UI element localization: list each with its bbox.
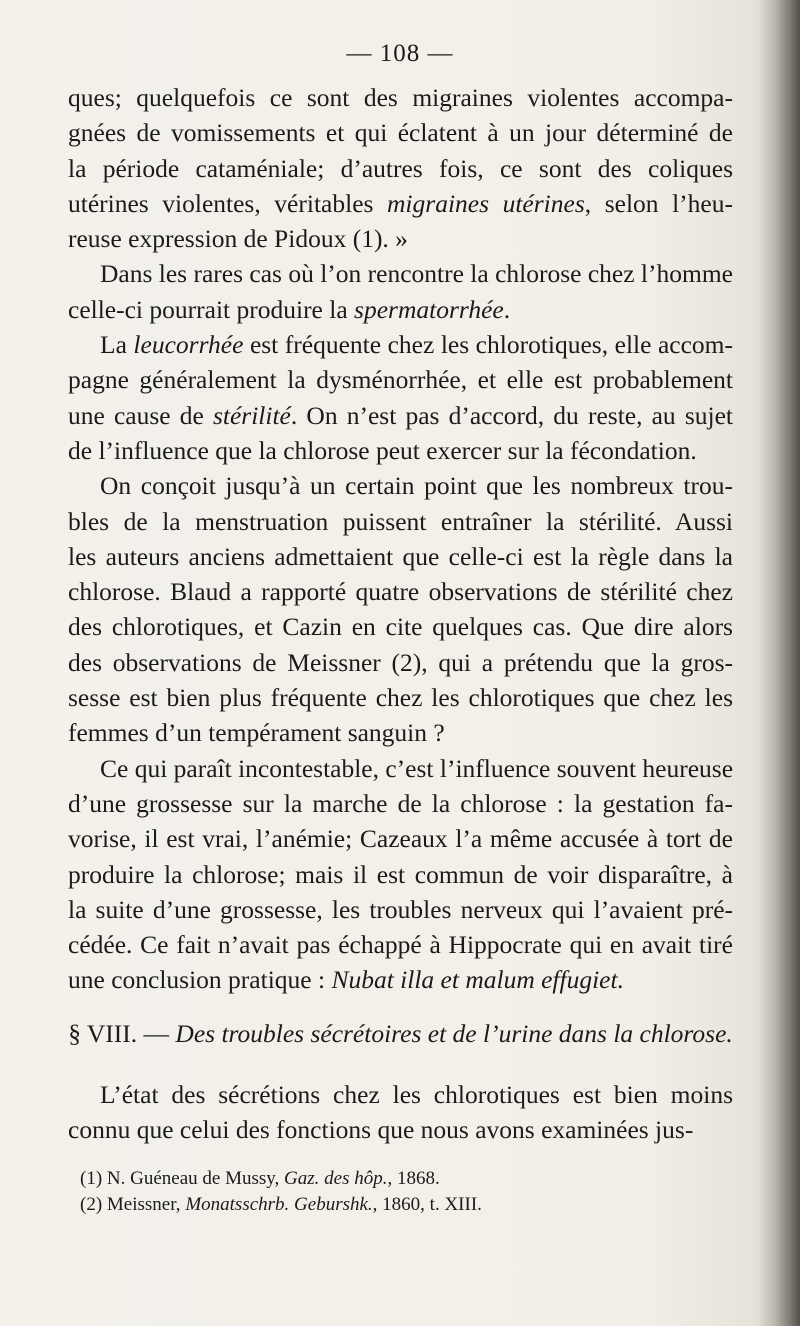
text-run: L’état des sécrétions chez les chlorotiques est bien moins [100,1080,733,1109]
text-run: des chlorotiques, et Cazin en cite quelques cas. Que dire alors [68,612,733,642]
text-line [68,398,733,433]
text-run: , 1868. [387,1168,440,1189]
text-run: On conçoit jusqu’à un certain point que les nombreux trou- [100,471,733,501]
text-run: § VIII. — [68,1019,176,1048]
text-run: gnées de vomissements et qui éclatent à un jour déterminé de [68,118,733,148]
text-line [68,680,733,715]
text-line [68,292,733,327]
text-line [68,821,733,856]
text-line [68,362,733,397]
text-run: sesse est bien plus fréquente chez les chlorotiques que chez les [68,683,733,713]
paragraph [68,1077,733,1148]
text-line [68,715,733,750]
italic-text: spermatorrhée [354,294,504,324]
text-run: une cause de [68,400,213,430]
page-gutter-shadow [758,0,800,1326]
italic-text: stérilité [212,400,291,430]
italic-text: Monatsschrb. Geburshk. [185,1194,373,1215]
text-run: pagne généralement la dysménorrhée, et elle est probablement [68,365,733,395]
text-run: La [100,330,134,360]
text-run: connu que celui des fonctions que nous avons examinées jus- [68,1115,694,1145]
italic-text: Des troubles sécrétoires et de l’urine dans la chlorose. [175,1019,733,1048]
text-line [68,221,733,256]
italic-text: Nubat illa et malum effugiet. [331,965,624,995]
text-run: . On n’est pas d’accord, du reste, au sujet [290,400,733,430]
text-line [68,115,733,150]
text-run: cédée. Ce fait n’avait pas échappé à Hippocrate qui en avait tiré [68,930,733,960]
text-run: reuse expression de Pidoux (1). » [68,224,408,254]
footnotes [80,1166,720,1218]
text-line [68,786,733,821]
text-line [68,151,733,186]
text-run: ques; quelquefois ce sont des migraines violentes accompa- [68,83,733,112]
text-line [68,962,733,997]
paragraph [68,468,733,750]
text-line [68,751,733,786]
text-run: de l’influence que la chlorose peut exercer sur la fécondation. [68,435,697,465]
text-line [68,857,733,892]
text-line [68,80,733,115]
text-run: la période cataméniale; d’autres fois, ce sont des coliques [68,153,733,183]
text-run: Dans les rares cas où l’on rencontre la chlorose chez l’homme [100,259,733,289]
text-run: utérines violentes, véritables [68,188,388,218]
section-heading [68,1016,733,1052]
text-run: la suite d’une grossesse, les troubles nerveux qui l’avaient pré- [68,894,733,924]
text-line [68,504,733,539]
text-run: (1) N. Guéneau de Mussy, [80,1168,285,1189]
text-line [68,1112,733,1147]
text-run: , 1860, t. XIII. [372,1194,482,1215]
text-line [68,1077,733,1112]
text-line [68,539,733,574]
text-run: femmes d’un tempérament sanguin ? [68,718,445,748]
footnote [80,1192,720,1218]
text-run: vorise, il est vrai, l’anémie; Cazeaux l’a même accusée à tort de [68,824,733,854]
text-line [68,327,733,362]
text-line [68,927,733,962]
text-run: , selon l’heu- [584,188,733,218]
text-run: des observations de Meissner (2), qui a prétendu que la gros- [68,647,733,677]
text-line [68,468,733,503]
text-run: chlorose. Blaud a rapporté quatre observations de stérilité chez [68,577,733,607]
text-run: d’une grossesse sur la marche de la chlorose : la gestation fa- [68,788,733,818]
text-run: . [503,294,511,324]
text-run: les auteurs anciens admettaient que celle-ci est la règle dans la [68,541,733,571]
text-line [68,609,733,644]
text-run: celle-ci pourrait produire la [68,294,355,324]
italic-text: migraines utérines [387,188,585,218]
text-run: (2) Meissner, [80,1194,186,1215]
text-line [68,892,733,927]
paragraph [68,80,733,256]
italic-text: leucorrhée [133,330,244,360]
text-line [68,645,733,680]
paragraph [68,751,733,998]
footnote [80,1166,720,1192]
body-text-continued [68,1077,733,1148]
paragraph [68,327,733,468]
text-line [68,574,733,609]
text-line [68,433,733,468]
text-run: une conclusion pratique : [68,965,332,995]
text-run: bles de la menstruation puissent entraîner la stérilité. Aussi [68,506,733,536]
paragraph [68,256,733,327]
italic-text: Gaz. des hôp. [284,1168,388,1189]
text-line [68,256,733,291]
body-text [68,80,733,998]
page-number: — 108 — [346,40,454,67]
text-run: est fréquente chez les chlorotiques, elle accom- [243,330,733,360]
text-run: produire la chlorose; mais il est commun de voir disparaître, à [68,859,733,889]
text-run: Ce qui paraît incontestable, c’est l’influence souvent heureuse [100,753,734,783]
text-line [68,186,733,221]
